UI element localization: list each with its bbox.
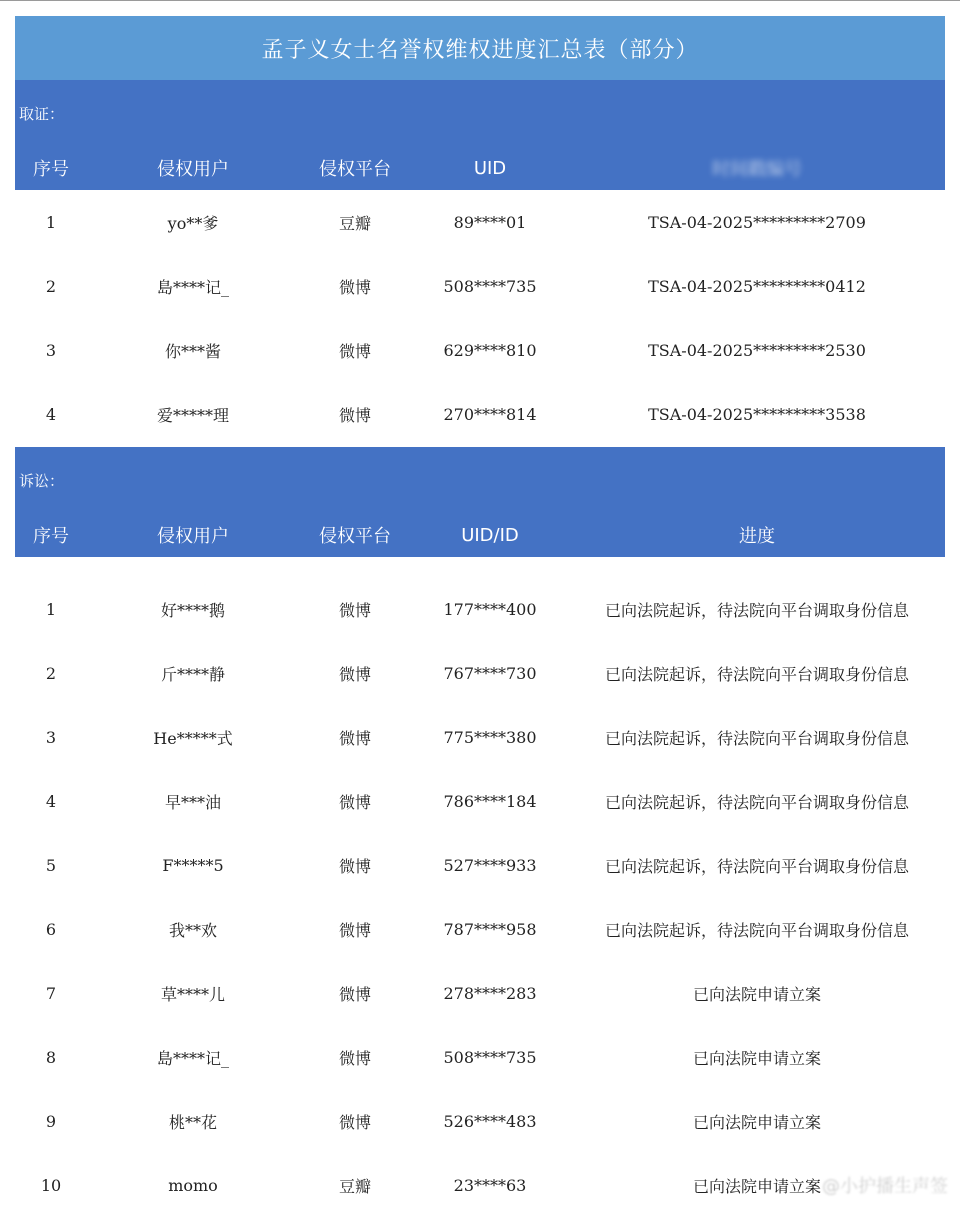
- row-index: 9: [45, 1111, 57, 1131]
- table-row: [15, 641, 945, 705]
- table-row: [15, 1089, 945, 1153]
- row-user: 島****记_: [156, 1048, 229, 1068]
- evidence-header-row: [15, 146, 945, 190]
- sheet-title: 孟子义女士名誉权维权进度汇总表（部分）: [15, 16, 945, 80]
- row-progress: 已向法院起诉，待法院向平台调取身份信息: [604, 856, 909, 876]
- table-row: [15, 190, 945, 254]
- row-user: 好****鹅: [160, 600, 225, 620]
- row-uid: 787****958: [443, 919, 537, 939]
- table-row: [15, 833, 945, 897]
- row-user: 你***酱: [164, 341, 221, 361]
- row-index: 3: [45, 727, 57, 747]
- row-uid: 177****400: [443, 599, 537, 619]
- litigation-section-header: [15, 447, 945, 557]
- row-platform: 微博: [338, 341, 371, 361]
- row-index: 5: [45, 855, 57, 875]
- row-platform: 微博: [338, 792, 371, 812]
- row-user: 桃**花: [168, 1112, 217, 1132]
- row-platform: 微博: [338, 664, 371, 684]
- row-code: TSA-04-2025*********0412: [648, 276, 866, 296]
- litigation-section-label: 诉讼：: [19, 471, 65, 490]
- row-code: TSA-04-2025*********2709: [648, 212, 866, 232]
- watermark: @小护播生声签: [822, 1176, 948, 1197]
- row-progress: 已向法院申请立案: [692, 984, 821, 1004]
- row-user: yo**爹: [167, 213, 219, 233]
- row-index: 1: [45, 599, 57, 619]
- table-row: [15, 577, 945, 641]
- row-index: 1: [45, 212, 57, 232]
- row-index: 6: [45, 919, 57, 939]
- row-platform: 微博: [338, 728, 371, 748]
- progress-summary-sheet: [15, 16, 945, 1217]
- row-progress: 已向法院起诉，待法院向平台调取身份信息: [604, 728, 909, 748]
- row-platform: 豆瓣: [338, 213, 371, 233]
- evidence-table-body: [15, 190, 945, 446]
- row-index: 4: [45, 404, 57, 424]
- header-uid-id: UID/ID: [461, 524, 519, 546]
- row-uid: 526****483: [443, 1111, 537, 1131]
- table-row: [15, 897, 945, 961]
- row-uid: 270****814: [443, 404, 537, 424]
- header-uid: UID: [473, 157, 507, 179]
- row-platform: 微博: [338, 600, 371, 620]
- row-platform: 微博: [338, 856, 371, 876]
- table-row: [15, 961, 945, 1025]
- litigation-header-row: [15, 513, 945, 557]
- row-user: 草****儿: [160, 984, 225, 1004]
- row-uid: 89****01: [453, 212, 527, 232]
- row-progress: 已向法院申请立案: [692, 1112, 821, 1132]
- header-user: 侵权用户: [157, 526, 229, 547]
- row-uid: 527****933: [443, 855, 537, 875]
- row-user: He*****式: [153, 728, 233, 748]
- row-uid: 278****283: [443, 983, 537, 1003]
- row-uid: 786****184: [443, 791, 537, 811]
- row-uid: 508****735: [443, 1047, 537, 1067]
- top-border-line: [0, 0, 960, 1]
- row-platform: 微博: [338, 1048, 371, 1068]
- row-index: 3: [45, 340, 57, 360]
- row-user: momo: [168, 1175, 218, 1195]
- row-platform: 微博: [338, 1112, 371, 1132]
- row-user: 斤****静: [160, 664, 225, 684]
- header-progress: 进度: [739, 526, 775, 547]
- table-row: [15, 318, 945, 382]
- row-index: 8: [45, 1047, 57, 1067]
- header-user: 侵权用户: [157, 159, 229, 180]
- header-bottom-spacer: [15, 557, 945, 577]
- table-row: [15, 705, 945, 769]
- row-user: 早***油: [164, 792, 221, 812]
- row-index: 10: [40, 1175, 62, 1195]
- row-code: TSA-04-2025*********3538: [648, 404, 866, 424]
- row-progress: 已向法院起诉，待法院向平台调取身份信息: [604, 792, 909, 812]
- row-platform: 微博: [338, 984, 371, 1004]
- row-progress: 已向法院起诉，待法院向平台调取身份信息: [604, 600, 909, 620]
- row-platform: 微博: [338, 405, 371, 425]
- row-index: 2: [45, 663, 57, 683]
- header-index: 序号: [33, 159, 69, 180]
- row-progress: 已向法院起诉，待法院向平台调取身份信息: [604, 920, 909, 940]
- row-user: 我**欢: [168, 920, 217, 940]
- header-platform: 侵权平台: [319, 526, 391, 547]
- row-platform: 微博: [338, 920, 371, 940]
- row-uid: 23****63: [453, 1175, 527, 1195]
- row-user: F*****5: [162, 855, 224, 875]
- evidence-section-label: 取证：: [19, 104, 65, 123]
- row-progress: 已向法院起诉，待法院向平台调取身份信息: [604, 664, 909, 684]
- row-index: 4: [45, 791, 57, 811]
- evidence-section-header: [15, 80, 945, 190]
- row-user: 爱*****理: [156, 405, 229, 425]
- row-code: TSA-04-2025*********2530: [648, 340, 866, 360]
- header-index: 序号: [33, 526, 69, 547]
- litigation-table-body: [15, 577, 945, 1217]
- header-timestamp-code: 时间戳编号: [712, 159, 802, 180]
- row-progress: 已向法院申请立案: [692, 1048, 821, 1068]
- row-uid: 775****380: [443, 727, 537, 747]
- row-uid: 767****730: [443, 663, 537, 683]
- row-platform: 微博: [338, 277, 371, 297]
- row-progress: 已向法院申请立案: [692, 1176, 821, 1196]
- table-row: [15, 254, 945, 318]
- table-row: [15, 769, 945, 833]
- row-platform: 豆瓣: [338, 1176, 371, 1196]
- table-row: [15, 1153, 945, 1217]
- row-uid: 629****810: [443, 340, 537, 360]
- row-uid: 508****735: [443, 276, 537, 296]
- table-row: [15, 382, 945, 446]
- row-user: 島****记_: [156, 277, 229, 297]
- table-row: [15, 1025, 945, 1089]
- header-platform: 侵权平台: [319, 159, 391, 180]
- row-index: 7: [45, 983, 57, 1003]
- row-index: 2: [45, 276, 57, 296]
